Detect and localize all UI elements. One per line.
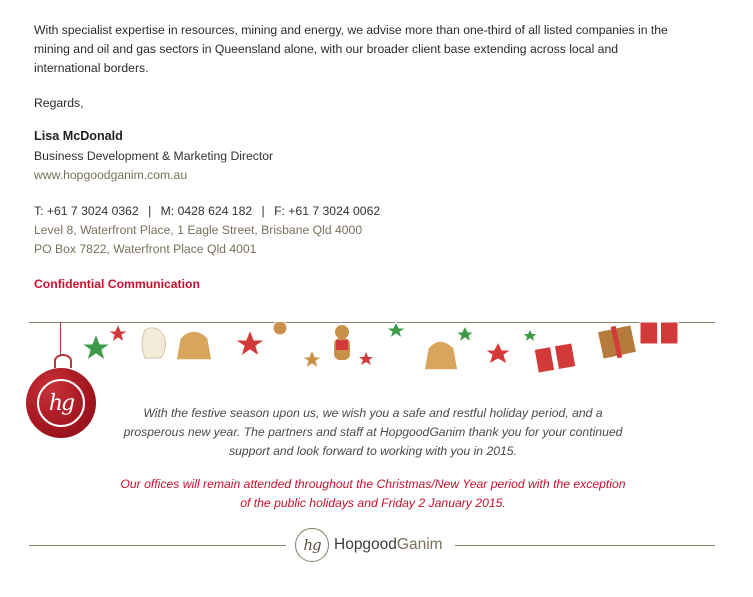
gift-box-icon [534,343,576,373]
street-address: Level 8, Waterfront Place, 1 Eagle Street, Brisbane Qld 4000 [34,223,363,237]
intro-line: international borders. [34,61,149,75]
hopgoodganim-logo [295,527,443,563]
intro-line: mining and oil and gas sectors in Queensland alone, with our broader client base extending across local and [34,42,619,56]
ornament-bauble-logo [26,368,96,438]
separator: | [148,204,152,218]
notice-line: of the public holidays and Friday 2 January 2015. [240,496,506,510]
intro-line: With specialist expertise in resources, mining and energy, we advise more than one-third of all listed companies in the [34,23,668,37]
star-cookie-icon [235,330,265,356]
star-cookie-icon [456,326,474,342]
christmas-decorations [60,322,700,384]
mobile-number: M: 0428 624 182 [160,204,253,218]
footer-divider-right [455,545,715,546]
phone-number: T: +61 7 3024 0362 [34,204,139,218]
star-cookie-icon [302,350,322,368]
festive-line: With the festive season upon us, we wish you a safe and restful holiday period, and a [143,406,603,420]
snowflake-cookie-icon [273,322,287,335]
angel-cookie-icon [142,328,166,358]
contact-line [34,204,380,218]
ornament-string [60,322,61,356]
intro-paragraph [34,21,714,78]
festive-line: support and look forward to working with you in 2015. [229,444,517,458]
postal-address: PO Box 7822, Waterfront Place Qld 4001 [34,242,257,256]
footer-divider-left [29,545,286,546]
regards: Regards, [34,96,84,110]
fax-number: F: +61 7 3024 0062 [274,204,381,218]
gift-box-icon [597,325,636,359]
website-link[interactable]: www.hopgoodganim.com.au [34,168,188,182]
bell-cookie-icon [176,331,212,360]
star-cookie-icon [82,334,110,360]
separator: | [261,204,265,218]
office-hours-notice [100,475,646,513]
star-cookie-icon [524,330,536,341]
gift-box-icon [640,322,678,344]
gingerbread-man-icon [334,325,350,360]
logo-wordmark [334,536,443,554]
hg-logo-icon: hg [295,528,329,562]
star-cookie-icon [386,322,406,338]
festive-line: prosperous new year. The partners and staff at HopgoodGanim thank you for your continued [123,425,623,439]
confidential-notice: Confidential Communication [34,277,200,291]
ornament-cap [54,354,72,368]
star-cookie-icon [359,352,373,365]
logo-word: Hopgood [334,536,397,553]
bell-cookie-icon [424,341,458,370]
star-cookie-icon [485,342,511,364]
festive-message [100,404,646,461]
signature-title: Business Development & Marketing Director [34,149,274,163]
signature-name: Lisa McDonald [34,129,123,143]
star-cookie-icon [108,324,128,342]
logo-word: Ganim [396,536,443,553]
notice-line: Our offices will remain attended throughout the Christmas/New Year period with the exception [120,477,626,491]
hg-monogram: hg [37,379,85,427]
